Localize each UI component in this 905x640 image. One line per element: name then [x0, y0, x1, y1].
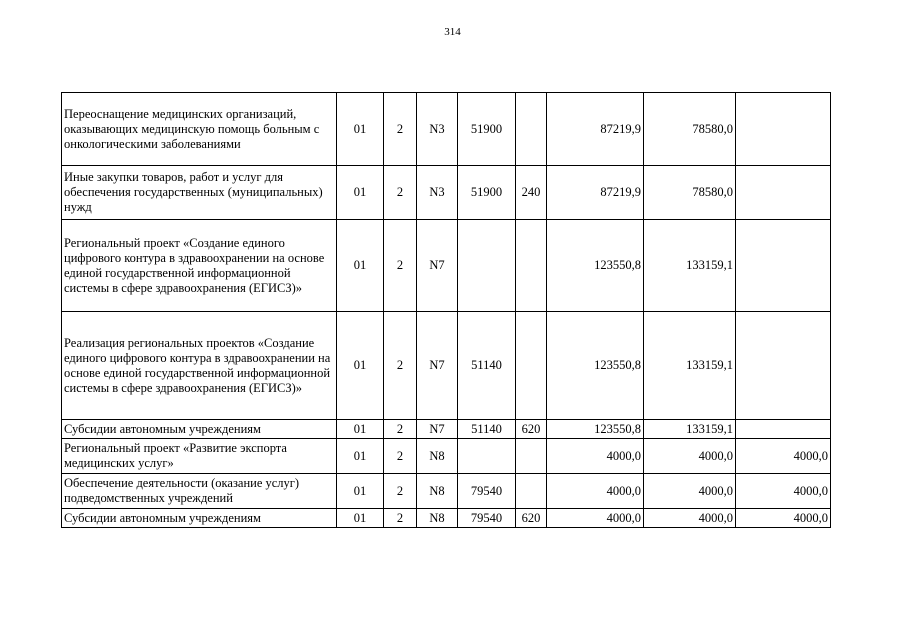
- amount-1-cell: 123550,8: [547, 220, 644, 312]
- code-4-cell: 51140: [458, 420, 516, 439]
- code-1-cell: 01: [337, 93, 384, 166]
- code-2-cell: 2: [384, 312, 417, 420]
- amount-2-cell: 4000,0: [644, 439, 736, 474]
- table-row: [62, 166, 831, 220]
- code-3-cell: N7: [417, 312, 458, 420]
- code-5-cell: [516, 220, 547, 312]
- amount-3-cell: [736, 93, 831, 166]
- table-row: [62, 312, 831, 420]
- amount-3-cell: 4000,0: [736, 509, 831, 528]
- budget-table: [61, 92, 831, 528]
- code-4-cell: [458, 439, 516, 474]
- code-2-cell: 2: [384, 220, 417, 312]
- amount-3-cell: 4000,0: [736, 474, 831, 509]
- code-1-cell: 01: [337, 420, 384, 439]
- code-2-cell: 2: [384, 439, 417, 474]
- row-name-cell: Субсидии автономным учреждениям: [62, 420, 337, 439]
- code-2-cell: 2: [384, 93, 417, 166]
- amount-3-cell: [736, 420, 831, 439]
- code-2-cell: 2: [384, 474, 417, 509]
- code-3-cell: N7: [417, 420, 458, 439]
- code-4-cell: 51900: [458, 166, 516, 220]
- row-name-cell: Реализация региональных проектов «Создание единого цифрового контура в здравоохранении на основе единой государственной информационной системы в сфере здравоохранения (ЕГИСЗ)»: [62, 312, 337, 420]
- code-3-cell: N3: [417, 166, 458, 220]
- amount-3-cell: [736, 220, 831, 312]
- code-5-cell: [516, 312, 547, 420]
- code-5-cell: 620: [516, 420, 547, 439]
- amount-1-cell: 4000,0: [547, 509, 644, 528]
- amount-1-cell: 4000,0: [547, 439, 644, 474]
- amount-3-cell: 4000,0: [736, 439, 831, 474]
- amount-2-cell: 133159,1: [644, 420, 736, 439]
- code-1-cell: 01: [337, 439, 384, 474]
- row-name-cell: Региональный проект «Развитие экспорта медицинских услуг»: [62, 439, 337, 474]
- row-name-cell: Региональный проект «Создание единого цифрового контура в здравоохранении на основе единой государственной информационной системы в сфере здравоохранения (ЕГИСЗ)»: [62, 220, 337, 312]
- amount-1-cell: 4000,0: [547, 474, 644, 509]
- amount-2-cell: 133159,1: [644, 220, 736, 312]
- code-3-cell: N8: [417, 474, 458, 509]
- row-name-cell: Иные закупки товаров, работ и услуг для обеспечения государственных (муниципальных) нужд: [62, 166, 337, 220]
- amount-2-cell: 133159,1: [644, 312, 736, 420]
- amount-3-cell: [736, 312, 831, 420]
- code-2-cell: 2: [384, 166, 417, 220]
- row-name-cell: Обеспечение деятельности (оказание услуг) подведомственных учреждений: [62, 474, 337, 509]
- amount-2-cell: 78580,0: [644, 93, 736, 166]
- code-4-cell: 79540: [458, 474, 516, 509]
- amount-2-cell: 4000,0: [644, 474, 736, 509]
- row-name-cell: Переоснащение медицинских организаций, оказывающих медицинскую помощь больным с онкологическими заболеваниями: [62, 93, 337, 166]
- code-4-cell: 51900: [458, 93, 516, 166]
- amount-2-cell: 78580,0: [644, 166, 736, 220]
- code-1-cell: 01: [337, 474, 384, 509]
- table-row: [62, 420, 831, 439]
- amount-1-cell: 87219,9: [547, 166, 644, 220]
- code-5-cell: [516, 474, 547, 509]
- code-5-cell: [516, 93, 547, 166]
- table-row: [62, 93, 831, 166]
- table-row: [62, 474, 831, 509]
- amount-1-cell: 123550,8: [547, 312, 644, 420]
- page-number: 314: [444, 26, 461, 38]
- code-3-cell: N8: [417, 509, 458, 528]
- code-3-cell: N8: [417, 439, 458, 474]
- code-2-cell: 2: [384, 420, 417, 439]
- code-1-cell: 01: [337, 166, 384, 220]
- amount-1-cell: 123550,8: [547, 420, 644, 439]
- table-row: [62, 509, 831, 528]
- table-row: [62, 439, 831, 474]
- amount-3-cell: [736, 166, 831, 220]
- code-5-cell: 240: [516, 166, 547, 220]
- code-5-cell: 620: [516, 509, 547, 528]
- code-4-cell: 51140: [458, 312, 516, 420]
- code-1-cell: 01: [337, 312, 384, 420]
- code-5-cell: [516, 439, 547, 474]
- table-row: [62, 220, 831, 312]
- code-3-cell: N3: [417, 93, 458, 166]
- code-1-cell: 01: [337, 220, 384, 312]
- amount-2-cell: 4000,0: [644, 509, 736, 528]
- code-4-cell: 79540: [458, 509, 516, 528]
- code-2-cell: 2: [384, 509, 417, 528]
- code-1-cell: 01: [337, 509, 384, 528]
- row-name-cell: Субсидии автономным учреждениям: [62, 509, 337, 528]
- code-3-cell: N7: [417, 220, 458, 312]
- code-4-cell: [458, 220, 516, 312]
- amount-1-cell: 87219,9: [547, 93, 644, 166]
